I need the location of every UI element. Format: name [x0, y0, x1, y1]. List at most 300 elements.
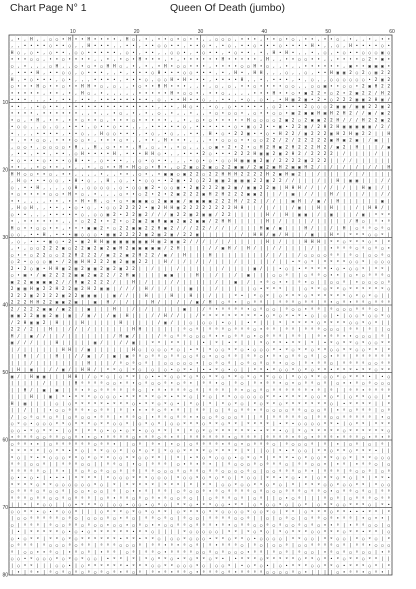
stitch-symbol: •	[23, 43, 27, 49]
stitch-symbol: •	[138, 178, 142, 184]
stitch-symbol: ○	[234, 137, 237, 143]
stitch-symbol: º	[68, 441, 71, 447]
stitch-symbol: H	[132, 164, 135, 170]
stitch-symbol: ○	[253, 488, 257, 494]
stitch-symbol: º	[74, 427, 78, 433]
stitch-symbol: º	[240, 313, 244, 319]
stitch-symbol: |	[23, 529, 27, 535]
stitch-symbol: 2	[272, 178, 276, 184]
stitch-symbol: ▣	[234, 178, 237, 184]
stitch-symbol: º	[227, 373, 231, 379]
stitch-symbol: •	[323, 63, 327, 69]
stitch-symbol: |	[157, 272, 161, 278]
stitch-symbol: •	[74, 225, 78, 231]
stitch-symbol: ‚	[317, 49, 320, 55]
stitch-symbol: ▣	[259, 151, 263, 157]
stitch-symbol: •	[81, 103, 84, 109]
stitch-symbol: ○	[227, 157, 231, 163]
stitch-symbol: º	[144, 468, 148, 474]
stitch-symbol: ○	[304, 56, 308, 62]
stitch-symbol: º	[330, 502, 333, 508]
stitch-symbol: •	[234, 56, 237, 62]
stitch-symbol: |	[208, 340, 212, 346]
stitch-symbol: ‚	[119, 83, 122, 89]
stitch-symbol: ▣	[183, 171, 186, 177]
stitch-symbol: |	[381, 326, 384, 332]
stitch-symbol: H	[23, 353, 27, 359]
stitch-symbol: ○	[266, 488, 269, 494]
stitch-symbol: •	[196, 49, 199, 55]
stitch-symbol: |	[144, 265, 148, 271]
stitch-symbol: •	[259, 279, 263, 285]
stitch-symbol: |	[151, 259, 154, 265]
stitch-symbol: •	[298, 76, 301, 82]
stitch-symbol: º	[323, 529, 327, 535]
stitch-symbol: 2	[215, 191, 218, 197]
stitch-symbol: ○	[362, 76, 365, 82]
stitch-symbol: º	[272, 387, 276, 393]
stitch-symbol: ▣	[381, 49, 384, 55]
stitch-symbol: º	[240, 306, 244, 312]
stitch-symbol: º	[272, 461, 276, 467]
stitch-symbol: ‚	[138, 49, 142, 55]
stitch-symbol: º	[253, 542, 257, 548]
stitch-symbol: ○	[132, 184, 135, 190]
stitch-symbol: |	[362, 157, 365, 163]
stitch-symbol: º	[234, 481, 237, 487]
stitch-symbol: º	[183, 549, 186, 555]
stitch-symbol: º	[138, 529, 142, 535]
stitch-symbol: ‚	[132, 137, 135, 143]
stitch-symbol: ○	[336, 326, 340, 332]
stitch-symbol: º	[298, 562, 301, 568]
stitch-symbol: 2	[304, 144, 308, 150]
stitch-symbol: ○	[132, 441, 135, 447]
stitch-symbol: º	[74, 475, 78, 481]
stitch-symbol: •	[170, 43, 174, 49]
stitch-symbol: º	[23, 488, 27, 494]
stitch-symbol: |	[138, 286, 142, 292]
stitch-symbol: ○	[349, 495, 352, 501]
stitch-symbol: 2	[30, 306, 33, 312]
stitch-symbol: |	[323, 178, 327, 184]
stitch-symbol: º	[30, 556, 33, 562]
stitch-symbol: •	[259, 286, 263, 292]
stitch-symbol: º	[49, 522, 52, 528]
stitch-symbol: •	[176, 97, 180, 103]
stitch-symbol: ○	[253, 495, 257, 501]
stitch-symbol: H	[10, 49, 14, 55]
stitch-symbol: º	[81, 400, 84, 406]
stitch-symbol: |	[196, 306, 199, 312]
stitch-symbol: ○	[387, 225, 391, 231]
stitch-symbol: |	[310, 211, 314, 217]
stitch-symbol: ▣	[381, 103, 384, 109]
stitch-symbol: º	[279, 299, 282, 305]
stitch-symbol: •	[221, 70, 225, 76]
stitch-symbol: |	[317, 184, 320, 190]
stitch-symbol: ○	[81, 468, 84, 474]
stitch-symbol: ○	[227, 508, 231, 514]
stitch-symbol: º	[81, 441, 84, 447]
stitch-symbol: º	[151, 353, 154, 359]
stitch-symbol: ○	[253, 373, 257, 379]
stitch-symbol: 2	[176, 211, 180, 217]
stitch-symbol: º	[61, 394, 65, 400]
stitch-symbol: º	[349, 340, 352, 346]
stitch-symbol: H	[234, 70, 237, 76]
stitch-symbol: º	[342, 508, 346, 514]
stitch-symbol: º	[355, 380, 359, 386]
stitch-symbol: ‚	[164, 49, 167, 55]
stitch-symbol: ○	[138, 367, 142, 373]
stitch-symbol: ○	[330, 76, 333, 82]
stitch-symbol: •	[42, 43, 46, 49]
stitch-symbol: ‚	[170, 151, 174, 157]
stitch-symbol: º	[298, 495, 301, 501]
stitch-symbol: |	[310, 502, 314, 508]
stitch-symbol: ‚	[49, 232, 52, 238]
stitch-symbol: ○	[157, 394, 161, 400]
stitch-symbol: ○	[272, 468, 276, 474]
stitch-symbol: •	[330, 522, 333, 528]
stitch-symbol: |	[55, 394, 59, 400]
stitch-symbol: º	[259, 414, 263, 420]
stitch-symbol: |	[74, 340, 78, 346]
stitch-symbol: H	[49, 326, 52, 332]
stitch-symbol: ○	[234, 549, 237, 555]
stitch-symbol: ○	[10, 272, 14, 278]
stitch-symbol: 2	[349, 137, 352, 143]
stitch-symbol: /	[157, 211, 161, 217]
stitch-symbol: /	[272, 211, 276, 217]
stitch-symbol: H	[240, 205, 244, 211]
stitch-symbol: ○	[336, 346, 340, 352]
stitch-symbol: º	[176, 468, 180, 474]
stitch-symbol: |	[125, 367, 129, 373]
stitch-symbol: •	[138, 117, 142, 123]
stitch-symbol: ▣	[42, 313, 46, 319]
stitch-symbol: ‚	[176, 56, 180, 62]
stitch-symbol: •	[266, 97, 269, 103]
stitch-symbol: •	[119, 394, 122, 400]
stitch-symbol: 2	[368, 97, 371, 103]
stitch-symbol: ○	[234, 522, 237, 528]
stitch-symbol: /	[208, 292, 212, 298]
stitch-symbol: º	[323, 259, 327, 265]
stitch-symbol: º	[317, 488, 320, 494]
stitch-symbol: ▣	[291, 191, 295, 197]
stitch-symbol: 2	[68, 252, 71, 258]
stitch-symbol: ▣	[138, 218, 142, 224]
stitch-symbol: •	[119, 380, 122, 386]
stitch-symbol: º	[342, 407, 346, 413]
stitch-symbol: H	[298, 184, 301, 190]
stitch-symbol: º	[208, 481, 212, 487]
stitch-symbol: /	[87, 326, 91, 332]
stitch-symbol: •	[279, 90, 282, 96]
stitch-symbol: /	[355, 211, 359, 217]
stitch-symbol: 2	[36, 306, 39, 312]
stitch-symbol: º	[368, 461, 371, 467]
stitch-symbol: ○	[374, 232, 378, 238]
stitch-symbol: /	[68, 367, 71, 373]
stitch-symbol: 2	[202, 225, 205, 231]
stitch-symbol: /	[215, 238, 218, 244]
stitch-symbol: º	[298, 529, 301, 535]
stitch-symbol: º	[30, 414, 33, 420]
stitch-symbol: 2	[36, 252, 39, 258]
stitch-symbol: º	[74, 448, 78, 454]
stitch-symbol: |	[355, 475, 359, 481]
stitch-symbol: º	[119, 448, 122, 454]
stitch-symbol: •	[30, 43, 33, 49]
stitch-symbol: •	[17, 475, 20, 481]
stitch-symbol: ○	[189, 522, 193, 528]
stitch-symbol: ▣	[113, 232, 116, 238]
stitch-symbol: |	[189, 252, 193, 258]
stitch-symbol: •	[100, 434, 103, 440]
stitch-symbol: ○	[119, 373, 122, 379]
stitch-symbol: º	[196, 475, 199, 481]
stitch-symbol: 2	[247, 198, 250, 204]
stitch-symbol: ○	[279, 562, 282, 568]
stitch-symbol: º	[291, 387, 295, 393]
stitch-symbol: ○	[202, 373, 205, 379]
stitch-symbol: ‚	[266, 76, 269, 82]
stitch-symbol: 2	[291, 157, 295, 163]
stitch-symbol: |	[176, 515, 180, 521]
stitch-symbol: •	[100, 205, 103, 211]
stitch-symbol: º	[355, 434, 359, 440]
stitch-symbol: 2	[285, 151, 288, 157]
stitch-symbol: |	[266, 265, 269, 271]
stitch-symbol: ○	[323, 313, 327, 319]
stitch-symbol: /	[342, 184, 346, 190]
stitch-symbol: ▣	[42, 373, 46, 379]
stitch-symbol: •	[272, 130, 276, 136]
stitch-symbol: /	[113, 333, 116, 339]
stitch-symbol: ‚	[49, 184, 52, 190]
stitch-symbol: |	[49, 353, 52, 359]
stitch-symbol: |	[317, 468, 320, 474]
stitch-symbol: ○	[272, 117, 276, 123]
stitch-symbol: ‚	[138, 130, 142, 136]
stitch-symbol: |	[368, 151, 371, 157]
stitch-symbol: /	[234, 225, 237, 231]
stitch-symbol: 2	[100, 265, 103, 271]
stitch-symbol: 2	[30, 313, 33, 319]
stitch-symbol: ○	[259, 562, 263, 568]
stitch-symbol: º	[42, 481, 46, 487]
stitch-symbol: •	[113, 495, 116, 501]
stitch-symbol: ○	[304, 259, 308, 265]
stitch-symbol: 2	[144, 218, 148, 224]
stitch-symbol: º	[202, 441, 205, 447]
stitch-symbol: |	[336, 211, 340, 217]
stitch-symbol: |	[259, 259, 263, 265]
stitch-symbol: ○	[113, 427, 116, 433]
stitch-symbol: ○	[298, 454, 301, 460]
stitch-symbol: •	[240, 43, 244, 49]
stitch-symbol: º	[310, 299, 314, 305]
stitch-symbol: |	[381, 394, 384, 400]
stitch-symbol: /	[387, 124, 391, 130]
stitch-symbol: 2	[10, 326, 14, 332]
stitch-symbol: •	[132, 56, 135, 62]
stitch-symbol: º	[144, 535, 148, 541]
stitch-symbol: •	[266, 36, 269, 42]
stitch-symbol: ▣	[336, 103, 340, 109]
stitch-symbol: ○	[144, 427, 148, 433]
stitch-symbol: º	[157, 387, 161, 393]
stitch-symbol: ○	[176, 421, 180, 427]
stitch-symbol: º	[298, 414, 301, 420]
stitch-symbol: |	[17, 502, 20, 508]
stitch-symbol: ○	[81, 130, 84, 136]
stitch-symbol: ○	[74, 205, 78, 211]
stitch-symbol: /	[279, 232, 282, 238]
stitch-symbol: 2	[151, 252, 154, 258]
stitch-symbol: |	[240, 353, 244, 359]
stitch-symbol: ○	[285, 569, 288, 575]
stitch-symbol: |	[36, 326, 39, 332]
stitch-symbol: |	[355, 171, 359, 177]
stitch-symbol: |	[342, 522, 346, 528]
stitch-symbol: •	[164, 117, 167, 123]
stitch-symbol: •	[151, 522, 154, 528]
stitch-symbol: º	[132, 387, 135, 393]
stitch-symbol: º	[362, 488, 365, 494]
stitch-symbol: ‚	[170, 157, 174, 163]
stitch-symbol: º	[170, 340, 174, 346]
stitch-symbol: |	[202, 387, 205, 393]
stitch-symbol: ○	[87, 232, 91, 238]
stitch-symbol: ▣	[138, 225, 142, 231]
stitch-symbol: ○	[259, 556, 263, 562]
stitch-symbol: |	[93, 461, 97, 467]
stitch-symbol: º	[317, 373, 320, 379]
stitch-symbol: º	[285, 394, 288, 400]
stitch-symbol: ○	[330, 326, 333, 332]
stitch-symbol: ○	[215, 549, 218, 555]
stitch-symbol: º	[151, 441, 154, 447]
stitch-symbol: ○	[55, 36, 59, 42]
stitch-symbol: º	[227, 529, 231, 535]
stitch-symbol: º	[323, 562, 327, 568]
stitch-symbol: •	[285, 90, 288, 96]
stitch-symbol: •	[215, 124, 218, 130]
stitch-symbol: ▣	[298, 211, 301, 217]
stitch-symbol: ▣	[291, 198, 295, 204]
stitch-symbol: •	[36, 441, 39, 447]
stitch-symbol: |	[349, 151, 352, 157]
stitch-symbol: |	[381, 556, 384, 562]
stitch-symbol: |	[189, 245, 193, 251]
stitch-symbol: •	[144, 157, 148, 163]
stitch-symbol: º	[304, 387, 308, 393]
stitch-symbol: º	[208, 502, 212, 508]
stitch-symbol: ‚	[176, 103, 180, 109]
stitch-symbol: ○	[266, 360, 269, 366]
stitch-symbol: |	[42, 353, 46, 359]
stitch-symbol: |	[323, 191, 327, 197]
stitch-symbol: |	[164, 529, 167, 535]
stitch-symbol: ▣	[196, 232, 199, 238]
stitch-symbol: /	[17, 340, 20, 346]
stitch-symbol: º	[349, 502, 352, 508]
stitch-symbol: |	[196, 319, 199, 325]
stitch-symbol: 2	[253, 178, 257, 184]
stitch-symbol: ‚	[93, 90, 97, 96]
stitch-symbol: º	[355, 495, 359, 501]
stitch-symbol: |	[100, 333, 103, 339]
stitch-symbol: º	[170, 387, 174, 393]
stitch-symbol: H	[138, 326, 142, 332]
stitch-symbol: ▣	[310, 117, 314, 123]
stitch-symbol: •	[189, 380, 193, 386]
stitch-symbol: ○	[330, 400, 333, 406]
stitch-symbol: ○	[189, 441, 193, 447]
stitch-symbol: •	[291, 380, 295, 386]
stitch-symbol: 2	[317, 151, 320, 157]
stitch-symbol: º	[234, 387, 237, 393]
stitch-symbol: /	[119, 340, 122, 346]
stitch-symbol: |	[23, 333, 27, 339]
stitch-symbol: 2	[144, 191, 148, 197]
stitch-symbol: ○	[362, 49, 365, 55]
stitch-symbol: º	[355, 299, 359, 305]
stitch-symbol: ○	[87, 461, 91, 467]
stitch-symbol: º	[113, 549, 116, 555]
stitch-symbol: ▣	[176, 191, 180, 197]
stitch-symbol: |	[234, 286, 237, 292]
stitch-symbol: H	[125, 36, 129, 42]
stitch-symbol: |	[170, 461, 174, 467]
stitch-symbol: º	[240, 407, 244, 413]
stitch-symbol: º	[202, 461, 205, 467]
stitch-symbol: H	[30, 286, 33, 292]
stitch-symbol: º	[36, 522, 39, 528]
stitch-symbol: |	[247, 414, 250, 420]
stitch-symbol: º	[355, 448, 359, 454]
stitch-symbol: ○	[291, 441, 295, 447]
stitch-symbol: º	[317, 367, 320, 373]
stitch-symbol: /	[157, 313, 161, 319]
stitch-symbol: 2	[113, 265, 116, 271]
stitch-symbol: •	[87, 151, 91, 157]
stitch-symbol: H	[164, 137, 167, 143]
stitch-symbol: ‚	[23, 49, 27, 55]
stitch-symbol: º	[285, 400, 288, 406]
stitch-symbol: /	[189, 299, 193, 305]
stitch-symbol: ‚	[113, 43, 116, 49]
stitch-symbol: •	[381, 218, 384, 224]
stitch-symbol: |	[125, 346, 129, 352]
stitch-symbol: |	[247, 542, 250, 548]
stitch-symbol: ○	[113, 130, 116, 136]
stitch-symbol: |	[183, 292, 186, 298]
stitch-symbol: º	[234, 380, 237, 386]
stitch-symbol: ○	[387, 286, 391, 292]
stitch-symbol: ▣	[87, 346, 91, 352]
stitch-symbol: 2	[208, 205, 212, 211]
stitch-symbol: ▣	[355, 97, 359, 103]
stitch-symbol: |	[183, 340, 186, 346]
stitch-symbol: ‚	[113, 70, 116, 76]
stitch-symbol: ○	[323, 481, 327, 487]
stitch-symbol: º	[272, 475, 276, 481]
